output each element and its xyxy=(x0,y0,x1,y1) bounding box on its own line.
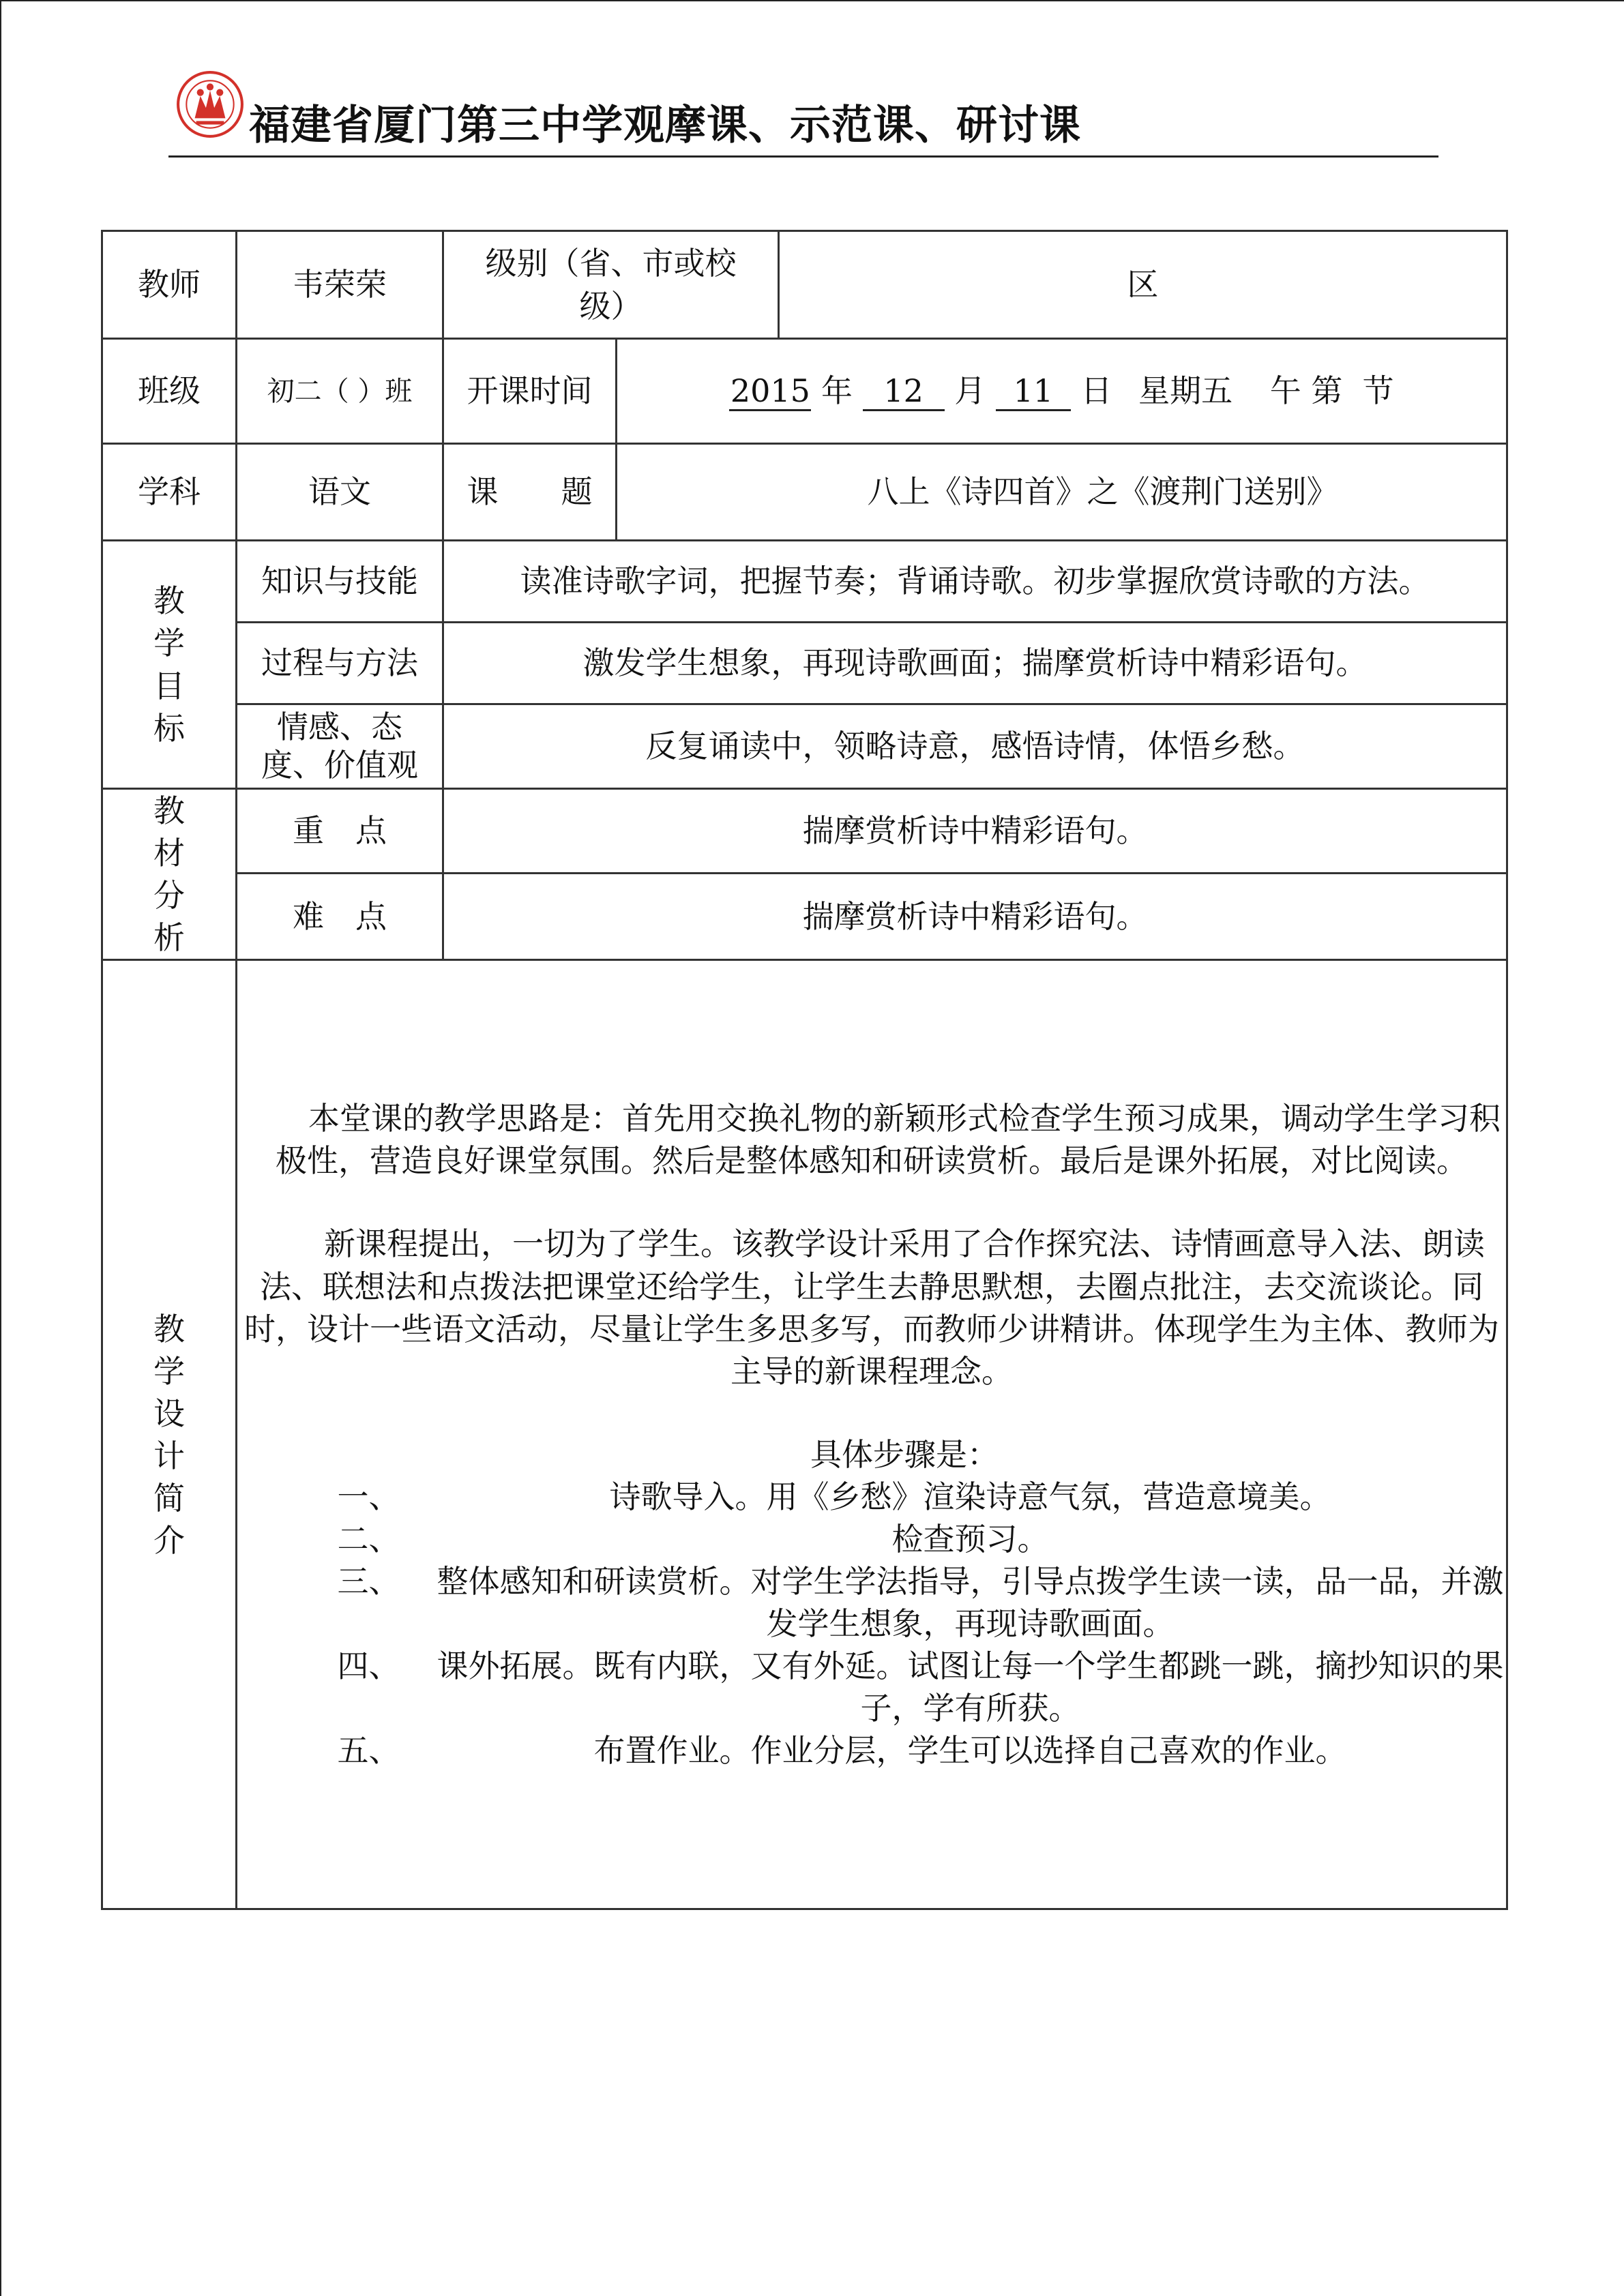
design-intro xyxy=(237,960,1507,1909)
teacher-label: 教师 xyxy=(102,231,237,339)
teacher-row xyxy=(102,231,1507,339)
level-value: 区 xyxy=(779,231,1507,339)
goal-label: 知识与技能 xyxy=(237,541,443,623)
key-point-label: 重 点 xyxy=(237,789,443,874)
topic-label: 课 题 xyxy=(443,444,617,541)
goal-row xyxy=(102,623,1507,704)
material-row xyxy=(102,789,1507,874)
class-row xyxy=(102,339,1507,444)
goal-value: 反复诵读中，领略诗意，感悟诗情，体悟乡愁。 xyxy=(443,704,1507,789)
goal-label: 情感、态度、价值观 xyxy=(237,704,443,789)
intro-paragraph: 新课程提出，一切为了学生。该教学设计采用了合作探究法、诗情画意导入法、朗读法、联想法和点拨法把课堂还给学生，让学生去静思默想，去圈点批注，去交流谈论。同时，设计一些语文活动，尽量让学生多思多写，而教师少讲精讲。体现学生为主体、教师为主导的新课程理念。 xyxy=(244,1225,1499,1390)
step-item: 一、 诗歌导入。用《乡愁》渲染诗意气氛，营造意境美。 xyxy=(337,1478,1331,1515)
goal-value: 读准诗歌字词，把握节奏；背诵诗歌。初步掌握欣赏诗歌的方法。 xyxy=(443,541,1507,623)
page-title: 福建省厦门第三中学观摩课、示范课、研讨课 xyxy=(249,102,1081,149)
goal-row xyxy=(102,704,1507,789)
time-label: 开课时间 xyxy=(443,339,617,444)
key-point-value: 揣摩赏析诗中精彩语句。 xyxy=(443,789,1507,874)
date-year-unit: 年 xyxy=(821,372,853,410)
date-month: 12 xyxy=(863,373,945,411)
design-section-label: 教 学 设 计 简 介 xyxy=(102,960,237,1909)
goal-label: 过程与方法 xyxy=(237,623,443,704)
subject-value: 语文 xyxy=(237,444,443,541)
teacher-value: 韦荣荣 xyxy=(237,231,443,339)
document-header xyxy=(168,64,1438,158)
date-year: 2015 xyxy=(729,373,811,411)
material-row xyxy=(102,873,1507,960)
level-label: 级别（省、市或校级） xyxy=(443,231,779,339)
date-weekday: 星期五 xyxy=(1138,372,1233,410)
difficulty-value: 揣摩赏析诗中精彩语句。 xyxy=(443,873,1507,960)
step-item: 二、 检查预习。 xyxy=(337,1520,1049,1557)
class-label: 班级 xyxy=(102,339,237,444)
goals-section-label: 教 学 目 标 xyxy=(102,541,237,789)
subject-label: 学科 xyxy=(102,444,237,541)
lesson-form-table xyxy=(101,230,1508,1910)
difficulty-label: 难 点 xyxy=(237,873,443,960)
step-item: 三、 整体感知和研读赏析。对学生学法指导，引导点拨学生读一读，品一品，并激发学生想象，再现诗歌画面。 xyxy=(337,1563,1504,1643)
date-day: 11 xyxy=(996,373,1071,411)
subject-row xyxy=(102,444,1507,541)
intro-paragraph: 本堂课的教学思路是：首先用交换礼物的新颖形式检查学生预习成果，调动学生学习积极性，营造良好课堂氛围。然后是整体感知和研读赏析。最后是课外拓展，对比阅读。 xyxy=(276,1100,1501,1180)
class-value: 初二（ ）班 xyxy=(237,339,443,444)
step-item: 五、 布置作业。作业分层，学生可以选择自己喜欢的作业。 xyxy=(337,1732,1347,1770)
school-seal-icon xyxy=(175,70,245,139)
step-item: 四、 课外拓展。既有内联，又有外延。试图让每一个学生都跳一跳，摘抄知识的果子，学有所获。 xyxy=(337,1648,1504,1727)
topic-value: 八上《诗四首》之《渡荆门送别》 xyxy=(617,444,1507,541)
goal-row xyxy=(102,541,1507,623)
steps-title: 具体步骤是： xyxy=(810,1435,999,1473)
material-section-label: 教 材 分 析 xyxy=(102,789,237,960)
date-period: 午 第 节 xyxy=(1269,372,1394,410)
date-month-unit: 月 xyxy=(954,372,986,410)
date-day-unit: 日 xyxy=(1080,372,1112,410)
lesson-date xyxy=(617,339,1507,444)
design-row xyxy=(102,960,1507,1909)
goal-value: 激发学生想象，再现诗歌画面；揣摩赏析诗中精彩语句。 xyxy=(443,623,1507,704)
